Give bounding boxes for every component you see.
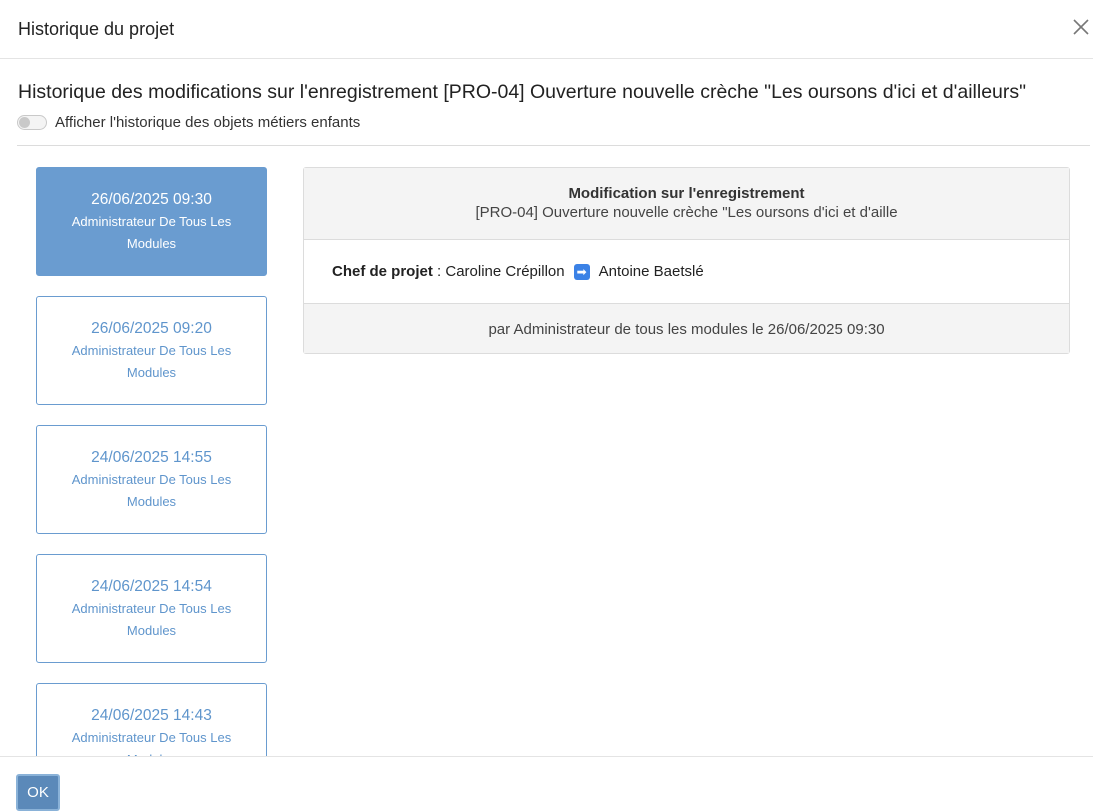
change-details-footer: par Administrateur de tous les modules le 26/06/2025 09:30 [304,304,1069,353]
old-value: Caroline Crépillon [445,263,565,280]
history-entry-date: 26/06/2025 09:20 [91,320,212,337]
toggle-label: Afficher l'historique des objets métiers enfants [55,113,361,131]
history-entry-user: Administrateur De Tous Les Modules [71,214,232,251]
history-entry-user: Administrateur De Tous Les Modules [71,601,232,638]
change-details-body [304,240,1069,304]
history-entry-card[interactable] [36,425,267,534]
history-entry-card[interactable] [36,554,267,663]
changed-field-name: Chef de projet [332,263,433,280]
history-entry-date: 26/06/2025 09:30 [91,191,212,208]
child-history-toggle-row [17,112,360,132]
close-icon[interactable] [1068,14,1094,40]
modal-header [0,0,1093,59]
arrow-right-icon: ➡ [574,264,590,280]
change-details-heading: Modification sur l'enregistrement [568,185,805,202]
toggle-knob [19,117,30,128]
history-entry-date: 24/06/2025 14:54 [91,578,212,595]
history-entry-user: Administrateur De Tous Les Modules [71,343,232,380]
change-details-header [304,168,1069,240]
history-content [0,146,1093,756]
ok-button[interactable]: OK [16,774,60,811]
history-entry-date: 24/06/2025 14:55 [91,449,212,466]
history-entry-user: Administrateur De Tous Les [71,730,232,745]
field-separator: : [432,263,446,280]
child-history-toggle[interactable] [17,115,47,130]
new-value: Antoine Baetslé [598,263,704,280]
modal-footer [0,756,1093,811]
history-entry-card[interactable] [36,167,267,276]
history-entry-user: Administrateur De Tous Les Modules [71,472,232,509]
modal-title: Historique du projet [18,19,175,39]
history-entry-date: 24/06/2025 14:43 [91,707,212,724]
history-entry-card[interactable] [36,296,267,405]
record-title: Historique des modifications sur l'enregistrement [PRO-04] Ouverture nouvelle crèche "Les oursons d'ici et d'ailleurs" [18,81,1027,103]
history-timeline [36,167,267,812]
change-details-panel [303,167,1070,354]
change-details-record: [PRO-04] Ouverture nouvelle crèche "Les oursons d'ici et d'aille [475,204,898,221]
